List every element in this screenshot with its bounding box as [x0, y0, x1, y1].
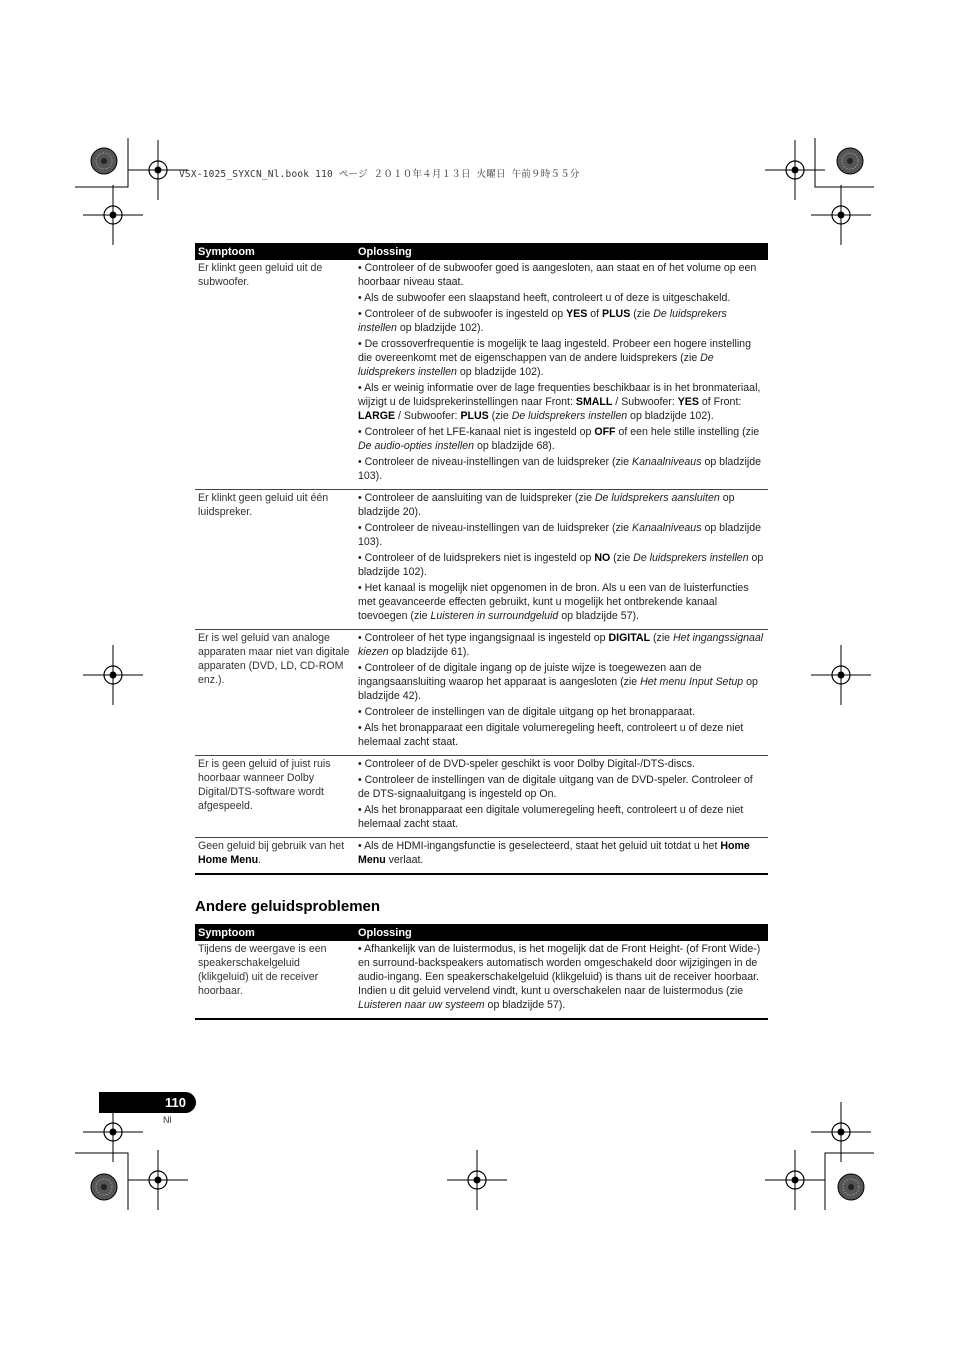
text-run: • Controleer of de luidsprekers niet is ingesteld op: [358, 552, 595, 564]
symptom-cell: Er klinkt geen geluid uit één luidspreker.: [195, 490, 355, 630]
text-run: • Controleer de niveau-instellingen van de luidspreker (zie: [358, 522, 632, 534]
text-run: • Controleer of de subwoofer is ingesteld op: [358, 308, 567, 320]
column-header-solution: Oplossing: [355, 924, 768, 941]
text-run: (zie: [488, 410, 512, 422]
text-run: op bladzijde 103).: [358, 456, 762, 482]
text-run: / Subwoofer:: [395, 410, 461, 422]
solution-item: [358, 631, 765, 659]
table-row: [195, 941, 768, 1019]
text-run: op bladzijde 68).: [474, 440, 555, 452]
setting-value: OFF: [594, 426, 616, 438]
table-row: [195, 756, 768, 838]
text-run: op bladzijde 102).: [358, 552, 764, 578]
page-reference: De audio-opties instellen: [358, 440, 475, 452]
text-run: • Als de subwoofer een slaapstand heeft, controleert u of deze is uitgeschakeld.: [358, 292, 731, 304]
text-run: • Afhankelijk van de luistermodus, is het mogelijk dat de Front Height- (of Front Wide-) en surround-backspeakers automatisch worden omgeschakeld door wijzigingen in de audio-ingang. Een speakerschakelgeluid (klikgeluid) is thans uit de receiver hoorbaar. Indien u dit geluid vervelend vindt, kunt u overschakelen naar de luistermodus (zie: [358, 943, 761, 997]
text-run: of Front:: [698, 396, 742, 408]
text-run: op bladzijde 102).: [627, 410, 714, 422]
text-run: / Subwoofer:: [612, 396, 678, 408]
text-run: • Controleer of de digitale ingang op de juiste wijze is toegewezen aan de ingangsaansluiting waarop het apparaat is aangesloten (zie: [358, 662, 702, 688]
page-reference: Luisteren in surroundgeluid: [430, 610, 559, 622]
text-run: (zie: [650, 632, 674, 644]
solution-item: [358, 839, 765, 867]
column-header-solution: Oplossing: [355, 243, 768, 260]
text-run: • Controleer de aansluiting van de luidspreker (zie: [358, 492, 595, 504]
page-reference: De luidsprekers instellen: [511, 410, 628, 422]
text-run: • Controleer de niveau-instellingen van de luidspreker (zie: [358, 456, 632, 468]
text-run: • Controleer de instellingen van de digitale uitgang van de DVD-speler. Controleer of de DTS-signaaluitgang is ingesteld op On.: [358, 774, 753, 800]
text-run: of: [587, 308, 602, 320]
text-run: (zie: [630, 308, 654, 320]
section-title: Andere geluidsproblemen: [195, 898, 381, 915]
table-row: [195, 838, 768, 875]
setting-value: Home Menu: [358, 840, 750, 866]
text-run: • Als het bronapparaat een digitale volumeregeling heeft, controleert u of deze niet helemaal zacht staat.: [358, 722, 744, 748]
solution-cell: [355, 630, 768, 756]
solution-item: [358, 337, 765, 379]
solution-item: [358, 491, 765, 519]
page-reference: Het menu Input Setup: [640, 676, 744, 688]
text-run: Geen geluid bij gebruik van het: [198, 840, 345, 852]
table-row: [195, 630, 768, 756]
solution-cell: [355, 260, 768, 490]
column-header-symptom: Symptoom: [195, 243, 355, 260]
text-run: .: [258, 854, 261, 866]
solution-item: [358, 721, 765, 749]
solution-item: [358, 757, 765, 771]
setting-value: YES: [677, 396, 699, 408]
text-run: op bladzijde 61).: [388, 646, 470, 658]
solution-item: [358, 307, 765, 335]
symptom-cell: Er klinkt geen geluid uit de subwoofer.: [195, 260, 355, 490]
text-run: op bladzijde 20).: [358, 492, 735, 518]
text-run: • Controleer of de subwoofer goed is aangesloten, aan staat en of het volume op een hoorbaar niveau staat.: [358, 262, 757, 288]
text-run: • Controleer of het LFE-kanaal niet is ingesteld op: [358, 426, 595, 438]
solution-item: [358, 803, 765, 831]
text-run: of een hele stille instelling (zie: [615, 426, 760, 438]
page-reference: Luisteren naar uw systeem: [358, 999, 485, 1011]
text-run: op bladzijde 102).: [456, 366, 544, 378]
solution-cell: [355, 490, 768, 630]
solution-item: [358, 551, 765, 579]
page-reference: Kanaalniveaus: [632, 522, 702, 534]
print-header: VSX-1025_SYXCN_Nl.book 110 ページ ２０１０年４月１３日 火曜日 午前９時５５分: [179, 169, 580, 180]
symptom-cell: Er is geen geluid of juist ruis hoorbaar wanneer Dolby Digital/DTS-software wordt afgespeeld.: [195, 756, 355, 838]
page-language-code: Nl: [163, 1115, 172, 1125]
troubleshooting-table: [195, 243, 768, 875]
page-reference: Het ingangssignaal kiezen: [358, 632, 764, 658]
solution-item: [358, 291, 765, 305]
text-run: op bladzijde 57).: [558, 610, 639, 622]
other-sound-problems-table: [195, 924, 768, 1020]
page-reference: De luidsprekers instellen: [633, 552, 749, 564]
table-body: [195, 260, 768, 874]
solution-item: [358, 425, 765, 453]
symptom-cell: Tijdens de weergave is een speakerschakelgeluid (klikgeluid) uit de receiver hoorbaar.: [195, 941, 355, 1019]
solution-item: [358, 521, 765, 549]
setting-value: Home Menu: [198, 854, 259, 866]
setting-value: PLUS: [460, 410, 489, 422]
page-reference: De luidsprekers instellen: [358, 308, 727, 334]
text-run: op bladzijde 42).: [358, 676, 758, 702]
table-row: [195, 490, 768, 630]
column-header-symptom: Symptoom: [195, 924, 355, 941]
text-run: • Controleer of de DVD-speler geschikt is voor Dolby Digital-/DTS-discs.: [358, 758, 695, 770]
page-reference: De luidsprekers instellen: [358, 352, 714, 378]
table-body: [195, 941, 768, 1019]
text-run: • Controleer of het type ingangsignaal is ingesteld op: [358, 632, 609, 644]
solution-item: [358, 261, 765, 289]
solution-item: [358, 705, 765, 719]
solution-cell: [355, 941, 768, 1019]
text-run: op bladzijde 57).: [484, 999, 566, 1011]
text-run: • Als de HDMI-ingangsfunctie is geselecteerd, staat het geluid uit totdat u het: [358, 840, 721, 852]
text-run: verlaat.: [385, 854, 424, 866]
solution-item: [358, 455, 765, 483]
solution-item: [358, 381, 765, 423]
solution-cell: [355, 838, 768, 875]
setting-value: SMALL: [575, 396, 613, 408]
solution-item: [358, 661, 765, 703]
text-run: • Als er weinig informatie over de lage frequenties beschikbaar is in het bronmateriaal, wijzigt u de luidsprekerinstellingen naar Front:: [358, 382, 761, 408]
solution-item: [358, 581, 765, 623]
text-run: op bladzijde 102).: [396, 322, 484, 334]
table-row: [195, 260, 768, 490]
setting-value: YES: [566, 308, 588, 320]
setting-value: LARGE: [358, 410, 396, 422]
solution-item: [358, 773, 765, 801]
solution-item: [358, 942, 765, 1012]
symptom-cell: Er is wel geluid van analoge apparaten maar niet van digitale apparaten (DVD, LD, CD-ROM enz.).: [195, 630, 355, 756]
text-run: • De crossoverfrequentie is mogelijk te laag ingesteld. Probeer een hogere instelling die overeenkomt met de eigenschappen van de andere luidsprekers (zie: [358, 338, 751, 364]
setting-value: PLUS: [602, 308, 631, 320]
text-run: • Als het bronapparaat een digitale volumeregeling heeft, controleert u of deze niet helemaal zacht staat.: [358, 804, 744, 830]
text-run: op bladzijde 103).: [358, 522, 762, 548]
text-run: (zie: [610, 552, 634, 564]
setting-value: NO: [594, 552, 611, 564]
symptom-cell: [195, 838, 355, 875]
text-run: • Het kanaal is mogelijk niet opgenomen in de bron. Als u een van de luisterfuncties met geavanceerde effecten gebruikt, kunt u mogelijk het ontbrekende kanaal toevoegen (zie: [358, 582, 749, 622]
setting-value: DIGITAL: [608, 632, 651, 644]
solution-cell: [355, 756, 768, 838]
page-number-badge: 110: [99, 1092, 196, 1113]
page-reference: De luidsprekers aansluiten: [594, 492, 720, 504]
text-run: • Controleer de instellingen van de digitale uitgang op het bronapparaat.: [358, 706, 696, 718]
page-reference: Kanaalniveaus: [632, 456, 702, 468]
